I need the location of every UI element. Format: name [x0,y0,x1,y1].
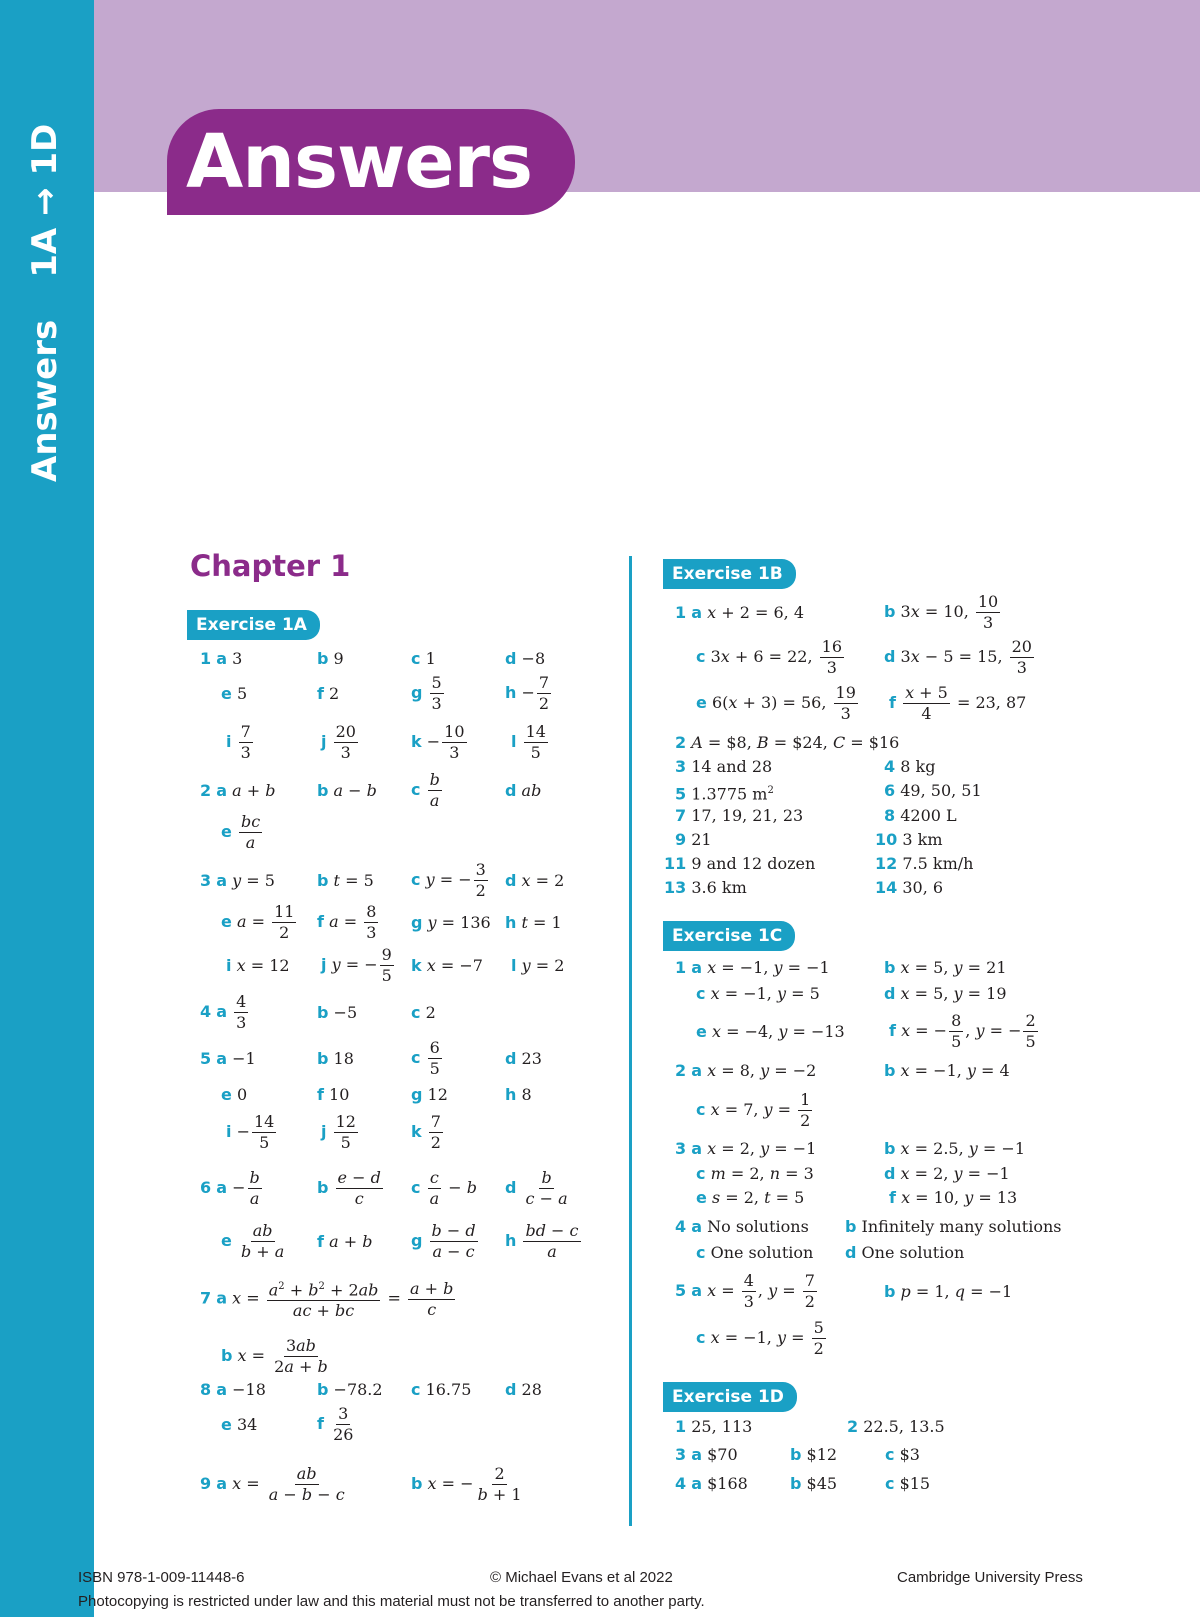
column-divider [629,556,632,1526]
footer-copyright: © Michael Evans et al 2022 [490,1569,673,1586]
exercise-1a-heading: Exercise 1A [187,610,320,640]
footer-notice: Photocopying is restricted under law and this material must not be transferred to another party. [78,1593,705,1610]
chapter-heading: Chapter 1 [190,549,351,583]
side-range: 1A → 1D [25,123,65,278]
exercise-1b-heading: Exercise 1B [663,559,796,589]
footer-publisher: Cambridge University Press [897,1569,1083,1586]
side-running-head [20,0,70,482]
page-title: Answers [186,119,533,205]
exercise-1c-heading: Exercise 1C [663,921,795,951]
side-section: Answers [25,319,65,482]
footer-isbn: ISBN 978-1-009-11448-6 [78,1569,245,1586]
exercise-1d-heading: Exercise 1D [663,1382,797,1412]
